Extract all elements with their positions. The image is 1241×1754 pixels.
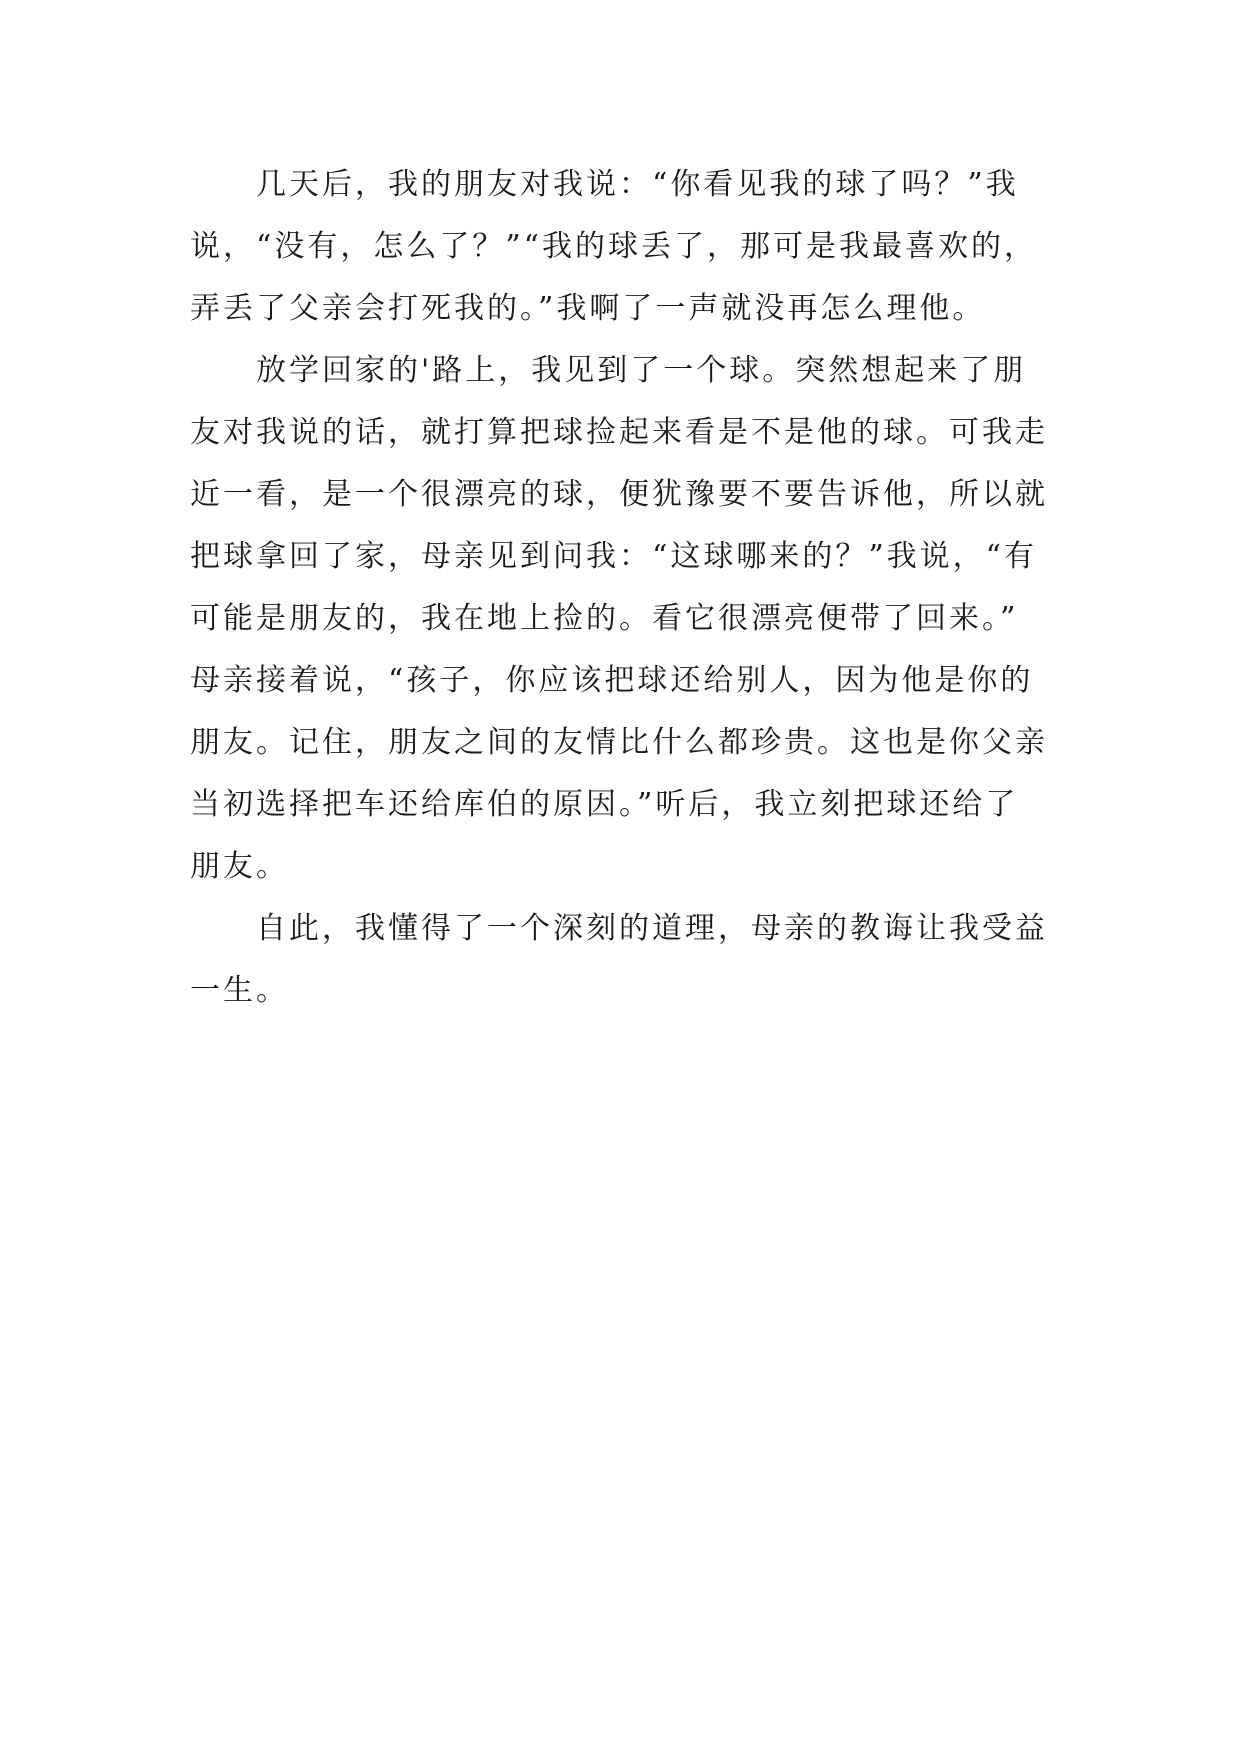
paragraph-3 — [190, 898, 1050, 1022]
text-line: 几天后，我的朋友对我说：“你看见我的球了吗？”我 — [256, 167, 1019, 202]
text-line: 把球拿回了家，母亲见到问我：“这球哪来的？”我说，“有 — [190, 539, 1038, 574]
text-line: 放学回家的'路上，我见到了一个球。突然想起来了朋 — [256, 353, 1027, 388]
paragraph-2 — [190, 340, 1050, 898]
text-line: 朋友。 — [190, 849, 289, 884]
text-line: 可能是朋友的，我在地上捡的。看它很漂亮便带了回来。” — [190, 601, 1019, 636]
paragraph-1 — [190, 154, 1050, 340]
text-line: 一生。 — [190, 973, 289, 1008]
text-line: 弄丢了父亲会打死我的。”我啊了一声就没再怎么理他。 — [190, 291, 986, 326]
text-line: 友对我说的话，就打算把球捡起来看是不是他的球。可我走 — [190, 415, 1048, 450]
document-body — [190, 154, 1050, 1022]
text-line: 自此，我懂得了一个深刻的道理，母亲的教诲让我受益 — [256, 911, 1048, 946]
text-line: 近一看，是一个很漂亮的球，便犹豫要不要告诉他，所以就 — [190, 477, 1048, 512]
text-line: 母亲接着说，“孩子，你应该把球还给别人，因为他是你的 — [190, 663, 1034, 698]
text-line: 朋友。记住，朋友之间的友情比什么都珍贵。这也是你父亲 — [190, 725, 1048, 760]
text-line: 当初选择把车还给库伯的原因。”听后，我立刻把球还给了 — [190, 787, 1019, 822]
text-line: 说，“没有，怎么了？”“我的球丢了，那可是我最喜欢的， — [190, 229, 1038, 264]
